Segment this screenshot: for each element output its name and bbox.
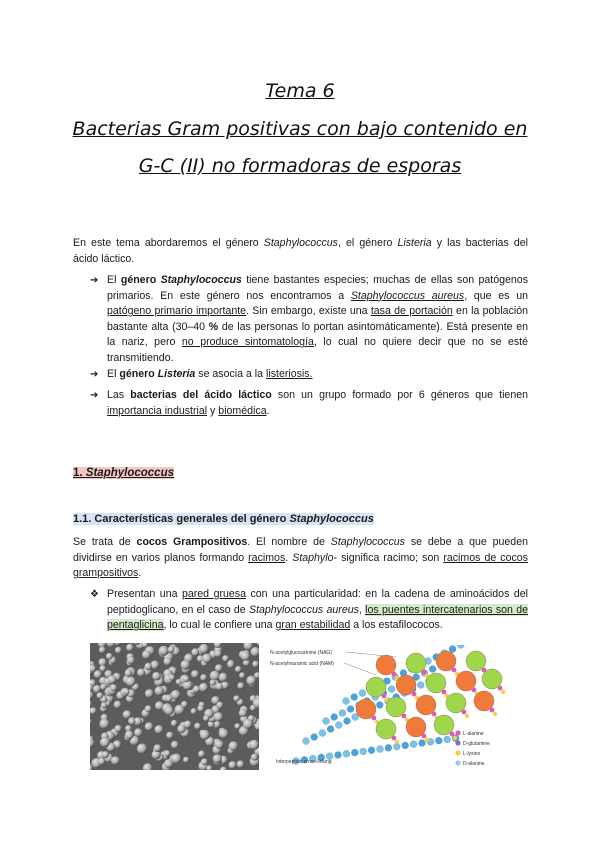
coccus-cell [219,729,229,739]
glycan-bead [331,714,338,721]
peptide-dot [450,732,455,737]
coccus-cell [115,647,122,654]
bullet-listeria: ➔ El género Listeria se asocia a la listeriosis. [90,367,528,383]
topic-number: Tema 6 [265,80,335,102]
peptide-dot [392,672,397,677]
coccus-cell [106,653,113,660]
glycan-bead [351,694,358,701]
glycan-bead [419,740,426,747]
coccus-cell [215,740,224,749]
glycan-bead [360,748,367,755]
coccus-cell [154,744,162,752]
coccus-cell [145,722,154,731]
coccus-cell [164,657,172,665]
coccus-cell [99,647,106,654]
glycan-bead [388,686,395,693]
coccus-cell [213,754,222,763]
coccus-cell [100,737,110,747]
bullet-staphylococcus: ➔ El género Staphylococcus tiene bastantes especies; muchas de ellas son patógenos primarios. En este género nos encontramos a Staphylococcus aureus, que es un patógeno primario importante. Sin embargo, existe una tasa de portación en la población bastante alta (30–40 % de las personas lo portan asintomáticamente). Está presente en la nariz, pero no produce sintomatología, lo cual no quiere decir que no se esté transmitiendo. [90,274,529,364]
glycan-bead [376,702,383,709]
coccus-cell [214,712,223,721]
coccus-cell [177,725,185,733]
peptide-dot [490,708,495,713]
coccus-cell [145,663,152,670]
glycan-bead [343,698,350,705]
coccus-cell [216,683,223,690]
coccus-cell [171,720,178,727]
coccus-cell [214,650,221,657]
coccus-cell [199,683,208,692]
intro-paragraph: En este tema abordaremos el género Staphylococcus, el género Listeria y las bacterias del ácido láctico. [73,237,528,265]
page-title-line-1: Bacterias Gram positivas con bajo contenido en [72,118,528,140]
coccus-cell [194,723,201,730]
arrow-bullet-icon: ➔ [90,390,99,401]
peptide-dot [412,692,417,697]
coccus-cell [127,656,135,664]
staphylococcus-description: Se trata de cocos Grampositivos. El nombre de Staphylococcus se debe a que pueden dividirse en varios planos formando racimos. Staphylo- significa racimo; son racimos de cocos grampositivos. [73,536,528,580]
peptide-dot [422,734,427,739]
bullet-cell-wall: ❖ Presentan una pared gruesa con una particularidad: en la cadena de aminoácidos del peptidoglicano, en el caso de Staphylococcus aureus, los puentes intercatenarios son de pentaglicina, lo cual le confiere una gran estabilidad a los estafilococos. [90,588,529,632]
coccus-cell [200,730,210,740]
glycan-bead [457,645,464,648]
peptidoglycan-diagram [266,645,526,775]
coccus-cell [249,740,259,750]
coccus-cell [151,661,160,670]
coccus-cell [145,689,154,698]
coccus-cell [166,732,173,739]
peptide-dot [442,690,447,695]
coccus-cell [229,741,239,751]
bullet-lactic-bacteria: ➔ Las bacterias del ácido láctico son un grupo formado por 6 géneros que tienen importancia industrial y biomédica. [90,389,528,417]
coccus-cell [191,708,197,714]
peptide-dot [498,686,503,691]
coccus-cell [183,676,190,683]
coccus-cell [100,665,107,672]
coccus-cell [145,705,152,712]
peptide-dot [402,714,407,719]
coccus-cell [98,758,105,765]
coccus-cell [233,695,239,701]
coccus-cell [210,680,216,686]
coccus-cell [252,661,259,668]
glycan-bead [335,752,342,759]
peptide-dot [432,712,437,717]
coccus-cell [114,701,122,709]
coccus-cell [169,674,175,680]
coccus-cell [203,715,209,721]
coccus-cell [191,670,199,678]
coccus-cell [251,754,258,761]
coccus-cell [171,690,181,700]
legend-item: D-glutamine [463,741,490,747]
coccus-cell [200,674,207,681]
glycan-bead [417,682,424,689]
coccus-cell [115,725,122,732]
glycan-bead [319,730,326,737]
sem-micrograph-image [90,643,259,770]
glycan-bead [377,746,384,753]
coccus-cell [94,670,102,678]
arrow-bullet-icon: ➔ [90,275,99,286]
peptide-dot [465,714,469,718]
coccus-cell [99,658,107,666]
coccus-cell [126,677,136,687]
glycan-bead [323,718,330,725]
peptide-dot [392,736,397,741]
coccus-cell [202,654,212,664]
peptide-dot [425,738,429,742]
peptide-dot [382,694,387,699]
coccus-cell [137,669,145,677]
peptide-dot [452,668,457,673]
section-heading-1-1: 1.1. Características generales del género Staphylococcus [73,513,374,525]
coccus-cell [181,660,191,670]
coccus-cell [235,666,242,673]
peptide-dot [501,690,505,694]
glycan-bead [327,726,334,733]
legend-item: L-alanine [463,731,484,737]
peptide-dot [422,670,427,675]
coccus-cell [97,692,104,699]
coccus-cell [93,685,101,693]
coccus-cell [111,756,120,765]
coccus-cell [159,646,169,656]
coccus-cell [171,741,179,749]
coccus-cell [123,710,132,719]
coccus-cell [152,672,161,681]
glycan-bead [410,741,417,748]
diamond-bullet-icon: ❖ [90,589,99,600]
coccus-cell [108,675,117,684]
coccus-cell [222,655,229,662]
glycan-bead [339,710,346,717]
coccus-cell [191,648,199,656]
glycan-bead [393,743,400,750]
coccus-cell [199,644,209,654]
coccus-cell [110,684,117,691]
coccus-cell [229,761,237,769]
glycan-bead [303,738,310,745]
coccus-cell [171,754,181,764]
glycan-bead [435,737,442,744]
glycan-bead [311,734,318,741]
legend [455,730,490,767]
coccus-cell [102,751,109,758]
arrow-bullet-icon: ➔ [90,369,99,380]
coccus-cell [215,664,223,672]
coccus-cell [125,669,133,677]
coccus-cell [241,652,250,661]
peptide-dot [453,736,457,740]
coccus-cell [155,686,164,695]
glycan-bead [368,747,375,754]
glycan-bead [444,736,451,743]
legend-item: L-lysine [463,751,481,757]
coccus-cell [237,682,244,689]
glycan-bead [449,646,456,653]
glycan-bead [429,666,436,673]
coccus-cell [123,689,129,695]
coccus-cell [125,731,134,740]
coccus-cell [99,719,109,729]
coccus-cell [165,706,174,715]
coccus-cell [164,750,170,756]
coccus-cell [197,705,204,712]
glycan-bead [359,690,366,697]
coccus-cell [175,705,185,715]
peptide-dot [395,740,399,744]
glycan-bead [335,722,342,729]
coccus-cell [243,719,253,729]
coccus-cell [155,725,164,734]
section-heading-1: 1. Staphylococcus [73,467,174,479]
coccus-cell [168,646,175,653]
glycan-bead [347,706,354,713]
coccus-cell [239,672,245,678]
peptide-dot [493,712,497,716]
coccus-cell [237,760,245,768]
coccus-cell [137,744,147,754]
coccus-cell [210,671,220,681]
glycan-bead [385,744,392,751]
glycan-bead [402,742,409,749]
peptide-dot [472,688,477,693]
label-nam: N-acetylmuramic acid (NAM) [270,661,334,667]
glycan-bead [344,718,351,725]
coccus-cell [219,673,228,682]
coccus-cell [216,702,223,709]
coccus-cell [227,660,235,668]
glycan-bead [343,750,350,757]
legend-item: D-alanine [463,761,485,767]
label-nag: N-acetylglucosamine (NAG) [270,650,332,656]
coccus-cell [234,723,240,729]
peptide-dot [372,716,377,721]
page-title-line-2: G-C (II) no formadoras de esporas [138,155,462,177]
coccus-cell [126,644,134,652]
peptide-dot [462,710,467,715]
coccus-cell [134,728,142,736]
coccus-cell [129,718,136,725]
coccus-cell [198,751,205,758]
label-crosslink: Interpeptide cross-linking [276,759,332,765]
cocci-cluster-graphic [90,643,259,770]
coccus-cell [142,650,151,659]
coccus-cell [201,758,208,765]
coccus-cell [239,709,247,717]
coccus-cell [183,680,193,690]
glycan-bead [351,749,358,756]
coccus-cell [101,702,107,708]
coccus-cell [183,757,189,763]
